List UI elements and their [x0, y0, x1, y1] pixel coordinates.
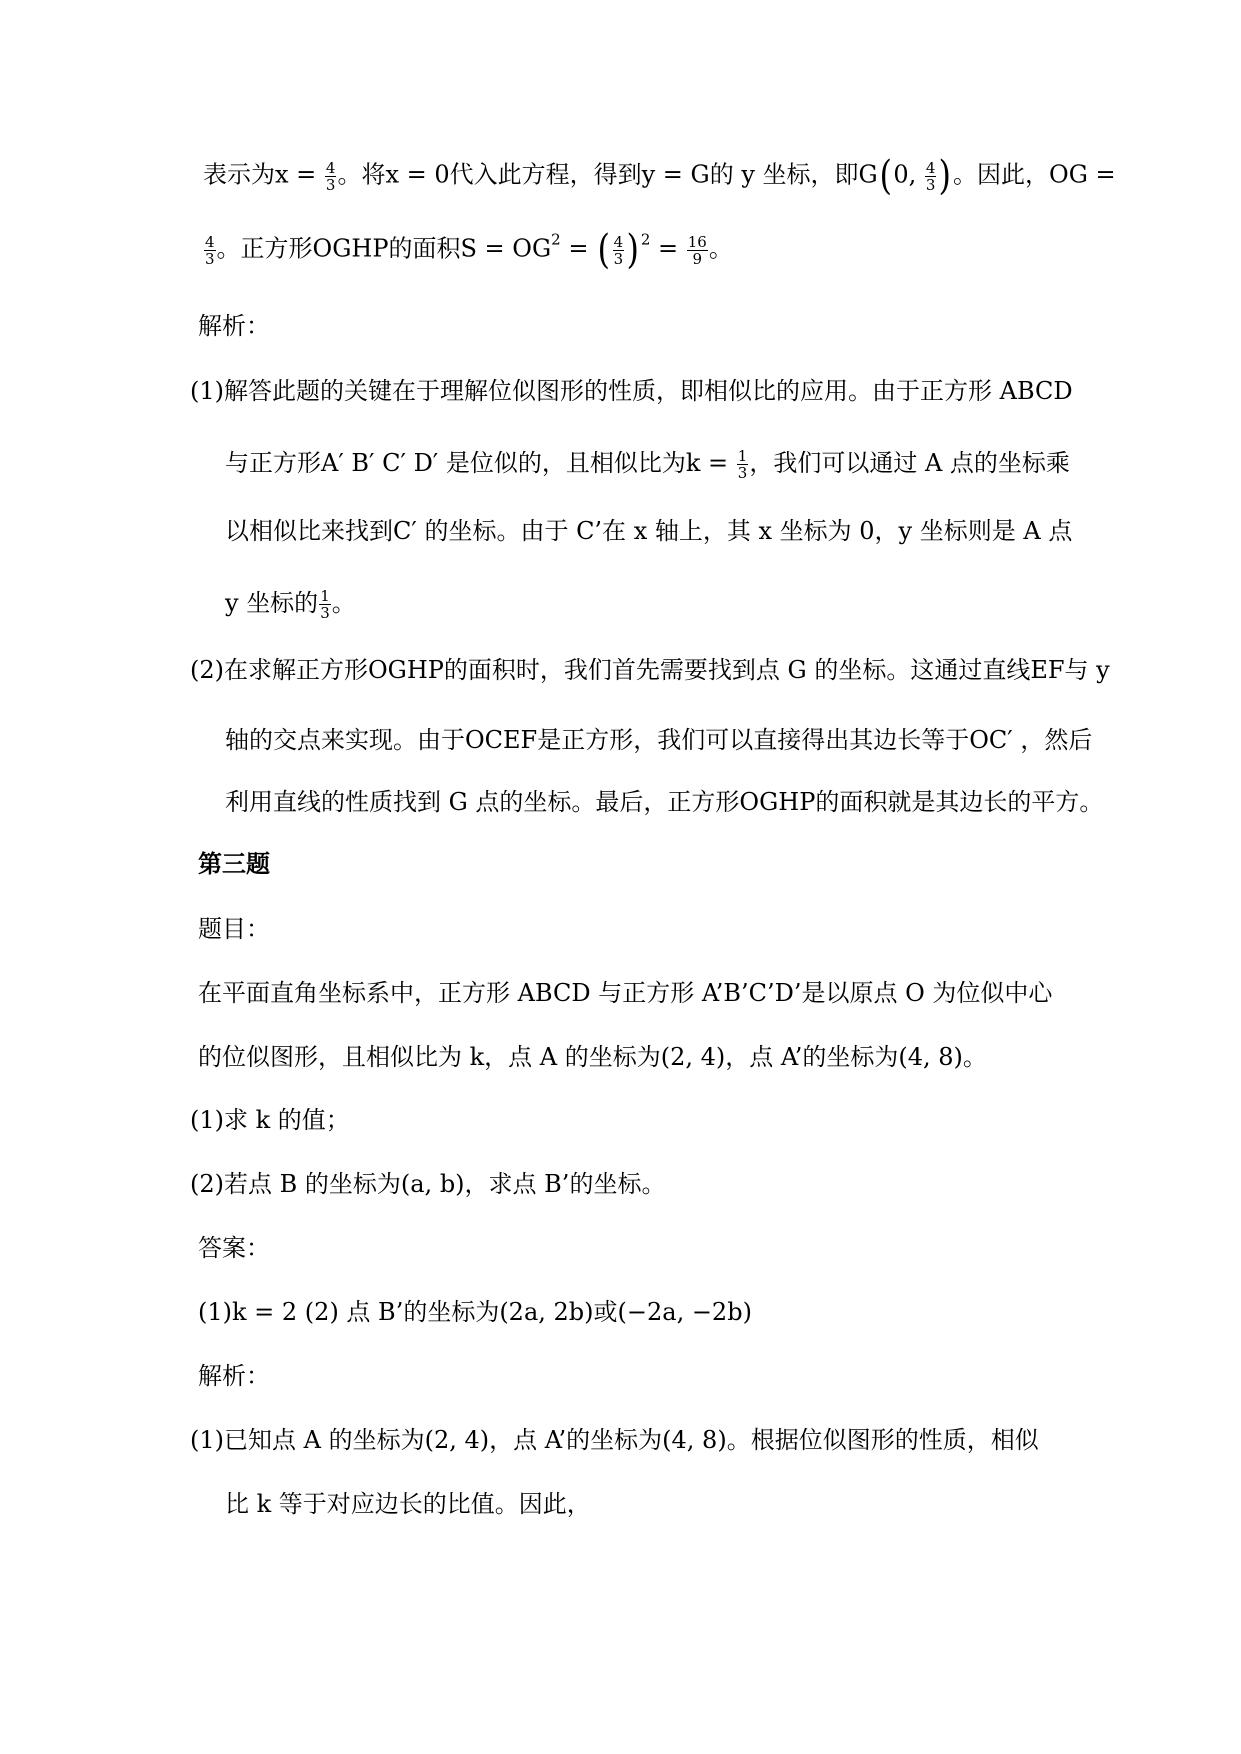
text-line-18: (1)k = 2 (2) 点 B’的坐标为(2a, 2b)或(−2a, −2b) — [198, 1298, 752, 1326]
fraction: $\frac{4}{3}$ — [613, 232, 624, 268]
text-line-4: (1)解答此题的关键在于理解位似图形的性质，即相似比的应用。由于正方形 ABCD — [190, 377, 1073, 405]
section-heading: 第三题 — [198, 849, 270, 878]
text-line-17: 答案： — [198, 1234, 270, 1262]
text-line-5: 与正方形A′ B′ C′ D′ 是位似的，且相似比为k = $\frac{1}{3}$ ，我们可以通过 A 点的坐标乘 — [225, 447, 1070, 482]
text-line-13: 在平面直角坐标系中，正方形 ABCD 与正方形 A’B’C’D’是以原点 O 为位似中心 — [198, 979, 1053, 1007]
text-line-9: 轴的交点来实现。由于OCEF是正方形，我们可以直接得出其边长等于OC′ ，然后 — [225, 726, 1093, 754]
text-line-14: 的位似图形，且相似比为 k，点 A 的坐标为(2, 4)，点 A’的坐标为(4, 8)。 — [198, 1043, 987, 1071]
text-line-7: y 坐标的 $\frac{1}{3}$ 。 — [225, 587, 356, 622]
text-line-19: 解析： — [198, 1362, 270, 1390]
text-line-8: (2)在求解正方形OGHP的面积时，我们首先需要找到点 G 的坐标。这通过直线EF与 y — [190, 656, 1110, 684]
fraction: $\frac{1}{3}$ — [320, 587, 330, 622]
text-line-2: $\frac{4}{3}$ 。正方形OGHP的面积$S = OG^2$ = ( $\frac{4}{3}$ ) $^2$ = $\frac{16}{9}$ 。 — [205, 227, 733, 273]
fraction: $\frac{16}{9}$ — [687, 232, 707, 268]
text-line-16: (2)若点 B 的坐标为(a, b)，求点 B’的坐标。 — [190, 1170, 666, 1198]
text-line-20: (1)已知点 A 的坐标为(2, 4)，点 A’的坐标为(4, 8)。根据位似图形的性质，相似 — [190, 1426, 1039, 1454]
text-line-1: 表示为x = $\frac{4}{3}$ 。将x = 0代入此方程，得到y = G的 y 坐标，即G(0, $\frac{4}{3}$ )。因此，OG = — [203, 153, 1116, 199]
fraction: $\frac{1}{3}$ — [737, 447, 748, 482]
text-line-10: 利用直线的性质找到 G 点的坐标。最后，正方形OGHP的面积就是其边长的平方。 — [225, 788, 1104, 816]
fraction: $\frac{4}{3}$ — [325, 158, 336, 194]
text-line-15: (1)求 k 的值； — [190, 1106, 350, 1134]
fraction: $\frac{4}{3}$ — [925, 158, 936, 194]
text-line-6: 以相似比来找到C′ 的坐标。由于 C’在 x 轴上，其 x 坐标为 0，y 坐标则是 A 点 — [225, 517, 1073, 545]
text-line-12: 题目： — [198, 915, 270, 943]
fraction: $\frac{4}{3}$ — [205, 232, 215, 268]
text-line-21: 比 k 等于对应边长的比值。因此， — [225, 1490, 591, 1518]
text-line-3: 解析： — [198, 312, 270, 340]
